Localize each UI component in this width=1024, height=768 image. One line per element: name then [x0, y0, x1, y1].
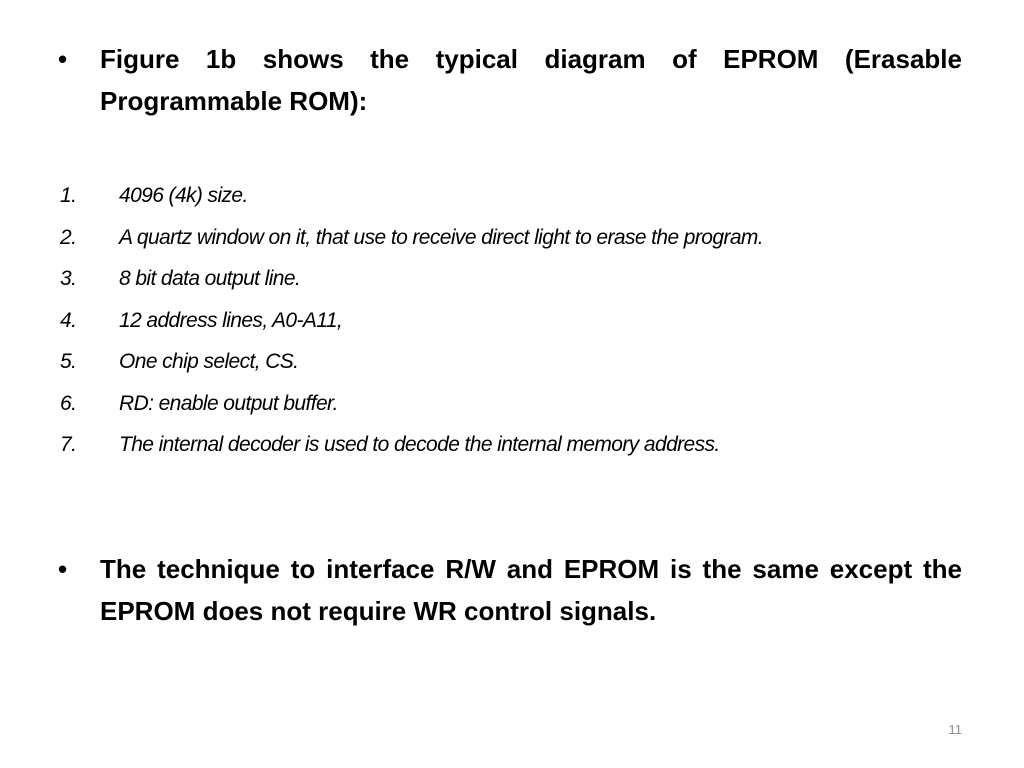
list-item	[60, 178, 940, 213]
list-item-text: 8 bit data output line.	[119, 267, 301, 290]
list-item-text: A quartz window on it, that use to receive direct light to erase the program.	[119, 225, 764, 249]
list-item-number: 2.	[60, 225, 77, 249]
list-item-text: RD: enable output buffer.	[119, 391, 338, 415]
list-item	[60, 386, 940, 421]
bullet-text: Figure 1b shows the typical diagram of EPROM (Erasable Programmable ROM):	[100, 44, 962, 116]
bullet-icon: •	[58, 44, 68, 74]
list-item-number: 7.	[60, 433, 77, 456]
bullet-point-eprom-diagram	[58, 38, 962, 122]
bullet-icon: •	[58, 554, 68, 584]
bullet-point-interface-technique	[58, 548, 962, 632]
list-item-text: 4096 (4k) size.	[119, 184, 248, 207]
list-item	[60, 427, 940, 462]
list-item	[60, 344, 940, 379]
list-item-text: The internal decoder is used to decode the internal memory address.	[119, 433, 720, 456]
list-item-number: 5.	[60, 350, 77, 373]
list-item-number: 4.	[60, 308, 77, 332]
list-item-number: 1.	[60, 184, 77, 207]
list-item	[60, 261, 940, 296]
list-item-text: 12 address lines, A0-A11,	[119, 308, 343, 332]
list-item-text: One chip select, CS.	[119, 350, 299, 373]
list-item	[60, 303, 940, 338]
eprom-features-list	[60, 178, 940, 469]
list-item-number: 6.	[60, 391, 77, 415]
bullet-text: The technique to interface R/W and EPROM is the same except the EPROM does not require WR control signals.	[100, 554, 962, 626]
page-number: 11	[948, 722, 962, 737]
list-item-number: 3.	[60, 267, 77, 290]
list-item	[60, 220, 940, 255]
